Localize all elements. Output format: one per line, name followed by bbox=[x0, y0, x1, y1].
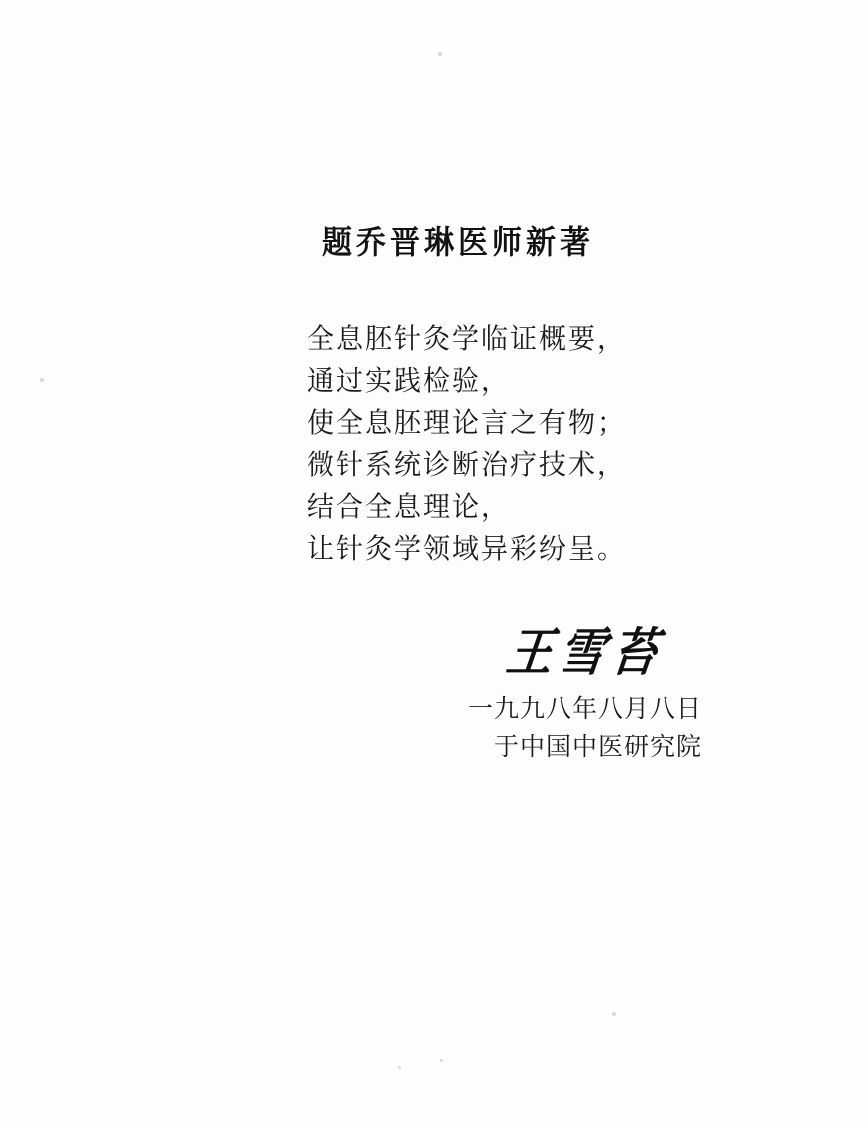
handwritten-signature: 王雪苔 bbox=[503, 622, 667, 683]
poem-line: 结合全息理论， bbox=[307, 491, 510, 524]
poem-line: 全息胚针灸学临证概要， bbox=[307, 323, 626, 356]
poem-line: 通过实践检验， bbox=[307, 365, 510, 398]
inscription-title: 题乔晋琳医师新著 bbox=[322, 224, 594, 262]
poem-line: 使全息胚理论言之有物； bbox=[307, 407, 626, 440]
poem-line: 让针灸学领域异彩纷呈。 bbox=[307, 533, 626, 566]
signature-place: 于中国中医研究院 bbox=[494, 732, 703, 761]
signature-date-block bbox=[468, 690, 702, 766]
signature-date: 一九九八年八月八日 bbox=[468, 694, 703, 723]
inscription-poem bbox=[307, 318, 626, 570]
poem-line: 微针系统诊断治疗技术， bbox=[307, 449, 626, 482]
